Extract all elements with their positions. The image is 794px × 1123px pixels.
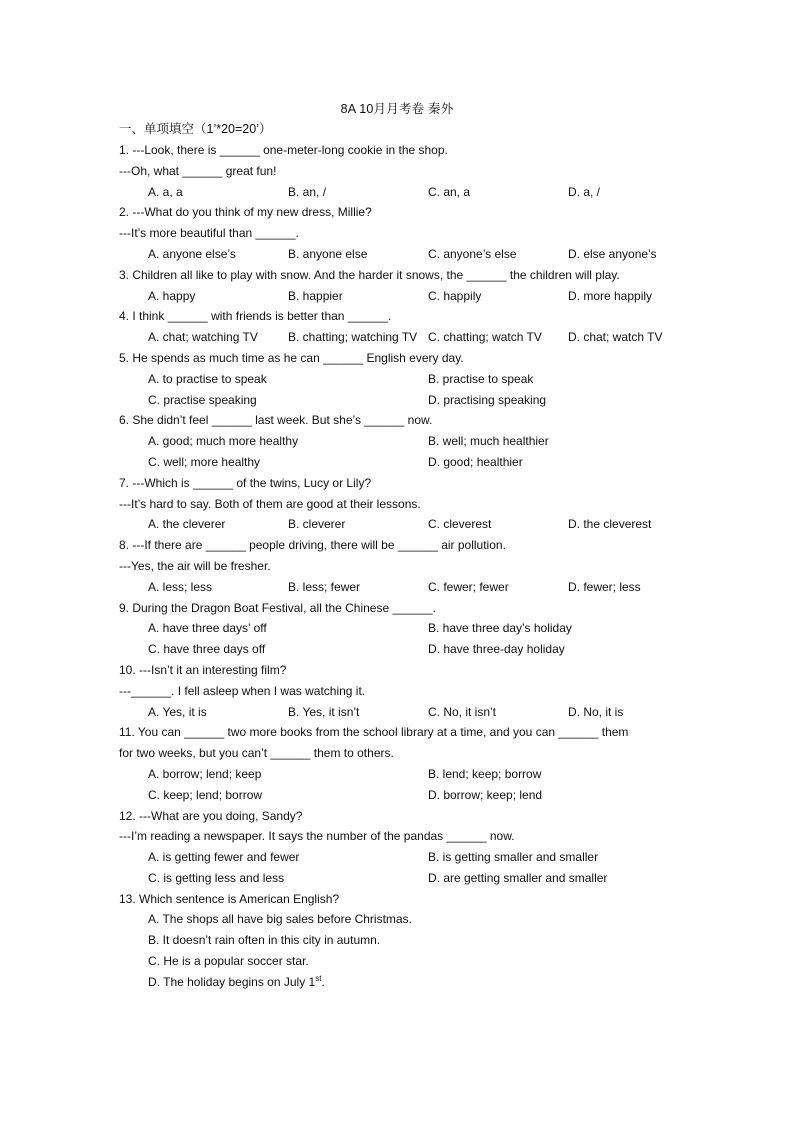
question-text: 12. ---What are you doing, Sandy? (119, 808, 303, 823)
option-row (119, 327, 679, 348)
option-row (119, 951, 679, 972)
option-row (119, 369, 679, 390)
section-heading: 一、单项填空（1’*20=20’） (119, 122, 272, 136)
option-b: B. happier (288, 288, 343, 303)
question-1 (119, 140, 679, 202)
question-text: ---It’s hard to say. Both of them are good at their lessons. (119, 496, 421, 511)
option-b: B. Yes, it isn’t (288, 704, 360, 719)
question-2 (119, 202, 679, 264)
question-text: 13. Which sentence is American English? (119, 891, 340, 906)
option-d: D. borrow; keep; lend (428, 787, 543, 802)
option-a: A. Yes, it is (148, 704, 207, 719)
option-c: C. He is a popular soccer star. (148, 954, 309, 969)
option-c: C. cleverest (428, 517, 492, 532)
option-row (119, 452, 679, 473)
option-row (119, 930, 679, 951)
option-a: A. less; less (148, 579, 213, 594)
option-a: A. the cleverer (148, 517, 226, 532)
option-row (119, 764, 679, 785)
option-d: D. The holiday begins on July 1st. (148, 973, 325, 989)
option-c: C. is getting less and less (148, 870, 285, 885)
option-b: B. It doesn’t rain often in this city in autumn. (148, 933, 381, 948)
option-d: D. a, / (568, 184, 601, 199)
option-c: C. anyone’s else (428, 246, 517, 261)
question-text: 10. ---Isn’t it an interesting film? (119, 662, 287, 677)
option-d: D. the cleverest (568, 517, 652, 532)
option-a: A. happy (148, 288, 196, 303)
question-8 (119, 535, 679, 597)
option-a: A. borrow; lend; keep (148, 766, 262, 781)
option-row (119, 639, 679, 660)
question-text: 11. You can ______ two more books from the school library at a time, and you can ______ them (119, 725, 629, 740)
option-row (119, 785, 679, 806)
question-text: ---It’s more beautiful than ______. (119, 226, 299, 241)
option-c: C. chatting; watch TV (428, 330, 542, 345)
question-12 (119, 806, 679, 889)
option-row (119, 182, 679, 203)
option-b: B. well; much healthier (428, 434, 549, 449)
page-title: 8A 10月月考卷 秦外 (340, 102, 454, 116)
question-10 (119, 660, 679, 722)
option-b: B. anyone else (288, 246, 368, 261)
question-text: 5. He spends as much time as he can ______ English every day. (119, 350, 464, 365)
option-d: D. are getting smaller and smaller (428, 870, 608, 885)
option-a: A. anyone else’s (148, 246, 236, 261)
question-text: ---Yes, the air will be fresher. (119, 558, 271, 573)
question-text: 7. ---Which is ______ of the twins, Lucy or Lily? (119, 475, 372, 490)
option-b: B. cleverer (288, 517, 346, 532)
option-c: C. practise speaking (148, 392, 257, 407)
option-a: A. a, a (148, 184, 183, 199)
question-text: ---I’m reading a newspaper. It says the number of the pandas ______ now. (119, 829, 515, 844)
option-d: D. have three-day holiday (428, 642, 565, 657)
option-b: B. have three day’s holiday (428, 621, 572, 636)
option-a: A. have three days’ off (148, 621, 267, 636)
option-row (119, 514, 679, 535)
question-text: 6. She didn’t feel ______ last week. But she’s ______ now. (119, 413, 433, 428)
option-row (119, 868, 679, 889)
option-c: C. well; more healthy (148, 454, 261, 469)
option-row (119, 244, 679, 265)
question-9 (119, 598, 679, 660)
question-text: 3. Children all like to play with snow. And the harder it snows, the ______ the children will play. (119, 267, 620, 282)
option-c: C. an, a (428, 184, 471, 199)
ordinal-superscript: st (315, 973, 322, 983)
option-row (119, 431, 679, 452)
option-d: D. practising speaking (428, 392, 547, 407)
option-d: D. fewer; less (568, 579, 641, 594)
option-d: D. No, it is (568, 704, 624, 719)
question-11 (119, 722, 679, 805)
option-d: D. more happily (568, 288, 653, 303)
option-d: D. chat; watch TV (568, 330, 663, 345)
option-b: B. practise to speak (428, 371, 534, 386)
question-7 (119, 473, 679, 535)
option-b: B. is getting smaller and smaller (428, 850, 599, 865)
question-text: 2. ---What do you think of my new dress, Millie? (119, 205, 372, 220)
option-row (119, 390, 679, 411)
question-text: for two weeks, but you can’t ______ them to others. (119, 746, 394, 761)
option-c: C. keep; lend; borrow (148, 787, 263, 802)
option-c: C. fewer; fewer (428, 579, 509, 594)
option-row (119, 618, 679, 639)
option-a: A. The shops all have big sales before Christmas. (148, 912, 412, 927)
question-text: ---Oh, what ______ great fun! (119, 163, 277, 178)
question-text: 9. During the Dragon Boat Festival, all the Chinese ______. (119, 600, 436, 615)
option-a: A. chat; watching TV (148, 330, 258, 345)
option-d: D. else anyone’s (568, 246, 657, 261)
question-text: 8. ---If there are ______ people driving, there will be ______ air pollution. (119, 538, 506, 553)
question-text: 4. I think ______ with friends is better than ______. (119, 309, 392, 324)
option-d: D. good; healthier (428, 454, 523, 469)
question-text: ---______. I fell asleep when I was watching it. (119, 683, 366, 698)
option-b: B. an, / (288, 184, 327, 199)
question-3 (119, 265, 679, 307)
option-row (119, 972, 679, 993)
question-text: 1. ---Look, there is ______ one-meter-long cookie in the shop. (119, 143, 448, 157)
option-c: C. No, it isn’t (428, 704, 497, 719)
question-5 (119, 348, 679, 410)
option-row (119, 577, 679, 598)
option-c: C. have three days off (148, 642, 266, 657)
question-13 (119, 889, 679, 993)
option-a: A. good; much more healthy (148, 434, 299, 449)
option-a: A. to practise to speak (148, 371, 267, 386)
option-b: B. less; fewer (288, 579, 361, 594)
option-b: B. chatting; watching TV (288, 330, 418, 345)
question-6 (119, 410, 679, 472)
option-row (119, 909, 679, 930)
option-row (119, 847, 679, 868)
option-row (119, 702, 679, 723)
option-a: A. is getting fewer and fewer (148, 850, 300, 865)
question-list (119, 140, 679, 993)
option-c: C. happily (428, 288, 482, 303)
question-4 (119, 306, 679, 348)
option-b: B. lend; keep; borrow (428, 766, 542, 781)
option-row (119, 286, 679, 307)
